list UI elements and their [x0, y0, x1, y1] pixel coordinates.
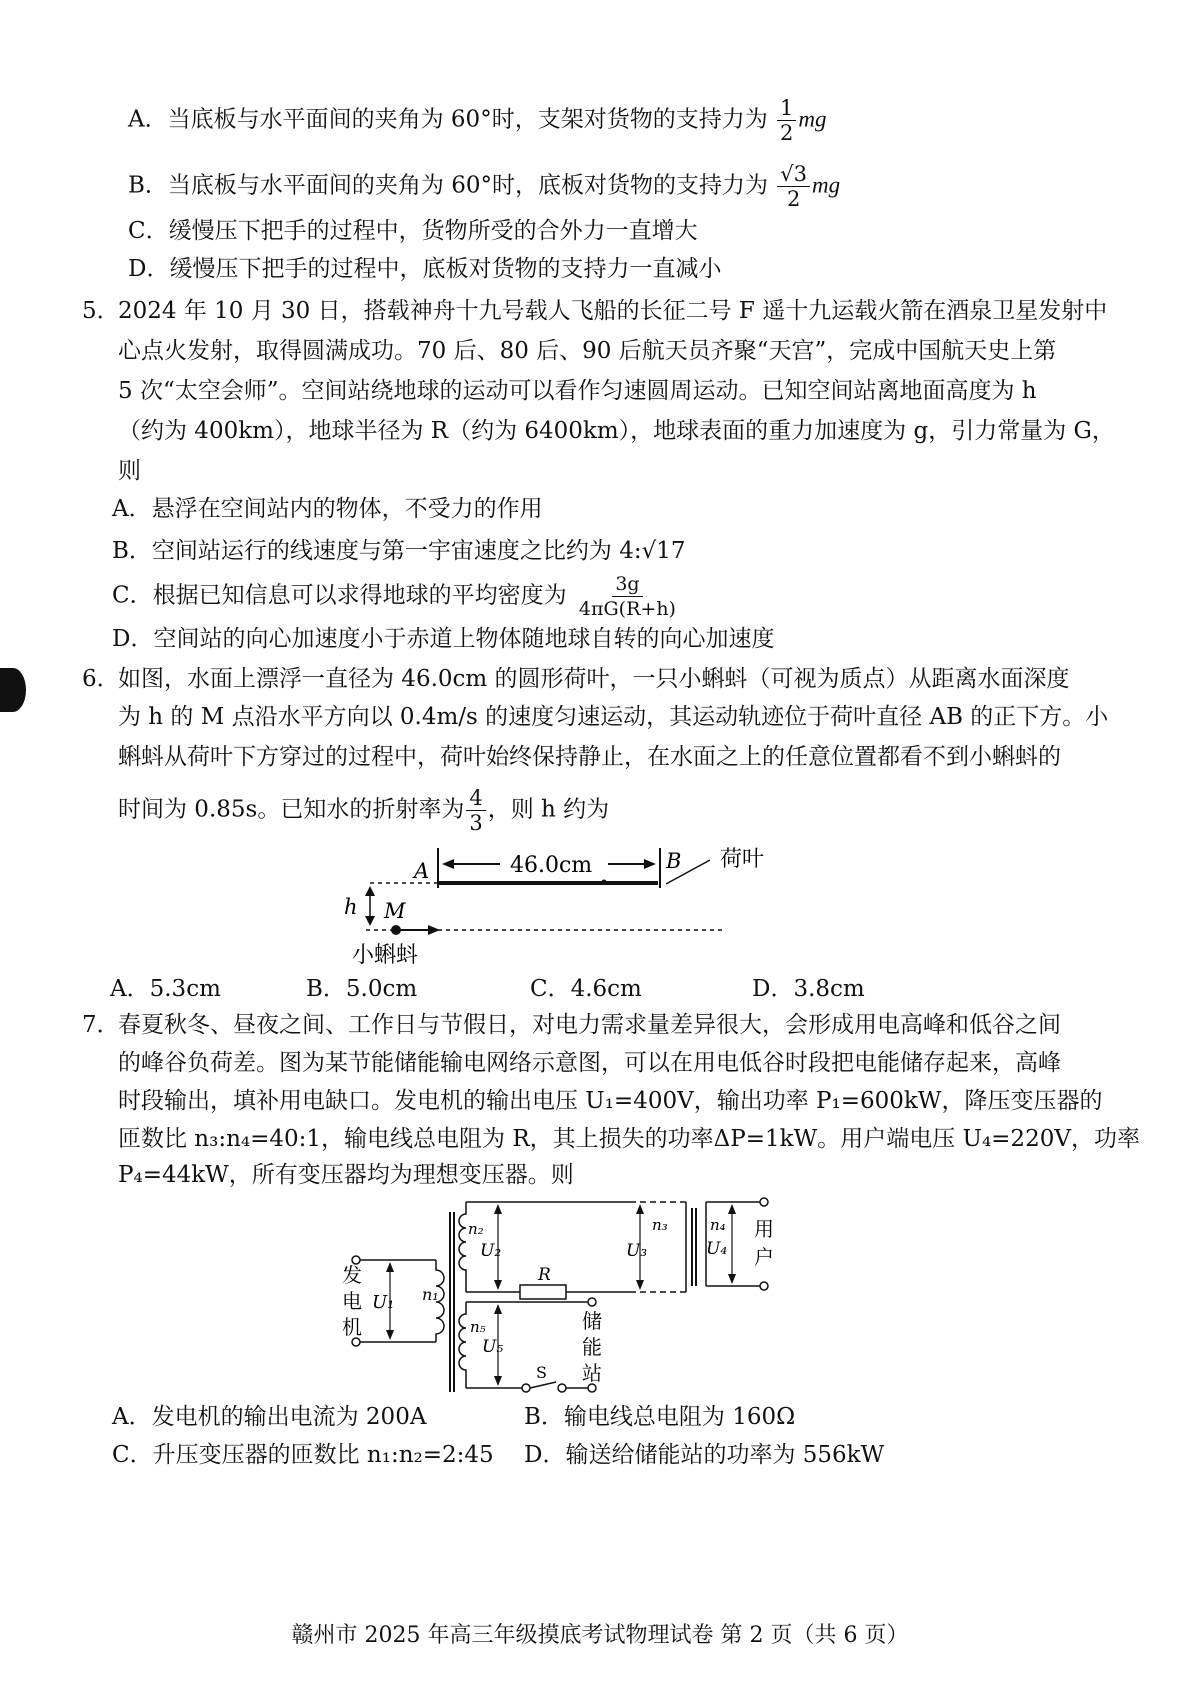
svg-text:用: 用 [754, 1217, 774, 1241]
q4-option-a: A．当底板与水平面间的夹角为 60°时，支架对货物的支持力为 $\frac{1}{2}$ mg [128, 96, 827, 145]
q5-stem-line1: 2024 年 10 月 30 日，搭载神舟十九号载人飞船的长征二号 F 遥十九运载火箭在酒泉卫星发射中 [118, 298, 1108, 324]
q5-stem-line3: 5 次“太空会师”。空间站绕地球的运动可以看作匀速圆周运动。已知空间站离地面高度为 h [118, 378, 1037, 404]
q4-option-b: B．当底板与水平面间的夹角为 60°时，底板对货物的支持力为 $\frac{√3}{2}$ mg [128, 162, 841, 211]
q5-option-d: D．空间站的向心加速度小于赤道上物体随地球自转的向心加速度 [112, 626, 775, 652]
q5-number: 5． [82, 298, 120, 324]
q7-stem-line5: P₄=44kW，所有变压器均为理想变压器。则 [118, 1162, 574, 1188]
svg-text:n₄: n₄ [710, 1216, 726, 1234]
q5-stem-line4: （约为 400km），地球半径为 R（约为 6400km），地球表面的重力加速度为 g，引力常量为 G， [118, 418, 1115, 444]
q6-option-d: D．3.8cm [752, 976, 865, 1002]
svg-text:电: 电 [342, 1289, 362, 1313]
svg-text:U₁: U₁ [372, 1292, 395, 1313]
point-m-label: M [384, 899, 406, 923]
q7-stem-line4: 匝数比 n₃:n₄=40:1，输电线总电阻为 R，其上损失的功率ΔP=1kW。用户端电压 U₄=220V，功率 [118, 1126, 1140, 1152]
power-network-circuit [330, 1192, 800, 1402]
q4-option-c: C．缓慢压下把手的过程中，货物所受的合外力一直增大 [128, 218, 698, 244]
q6-stem-line2: 为 h 的 M 点沿水平方向以 0.4m/s 的速度匀速运动，其运动轨迹位于荷叶直径 AB 的正下方。小 [118, 704, 1109, 730]
point-b-label: B [666, 849, 682, 873]
q7-stem-line2: 的峰谷负荷差。图为某节能储能输电网络示意图，可以在用电低谷时段把电能储存起来，高峰 [118, 1050, 1061, 1076]
q5-option-c: C．根据已知信息可以求得地球的平均密度为 $\frac{3g}{4\pi G(R+h)}$ [112, 572, 681, 621]
fraction: $\frac{1}{2}$ [777, 96, 796, 145]
q6-stem-line3: 蝌蚪从荷叶下方穿过的过程中，荷叶始终保持静止，在水面之上的任意位置都看不到小蝌蚪的 [118, 744, 1061, 770]
depth-h-label: h [344, 895, 358, 919]
q5-stem-line5: 则 [118, 458, 141, 484]
tadpole-label: 小蝌蚪 [352, 943, 419, 968]
svg-text:U₂: U₂ [480, 1241, 502, 1261]
fraction: $\frac{√3}{2}$ [777, 162, 810, 211]
q7-option-b: B．输电线总电阻为 160Ω [524, 1404, 796, 1430]
svg-text:R: R [538, 1265, 551, 1285]
fraction: $\frac{3g}{4\pi G(R+h)}$ [578, 573, 676, 620]
svg-text:U₅: U₅ [482, 1337, 504, 1357]
q6-stem-line1: 如图，水面上漂浮一直径为 46.0cm 的圆形荷叶，一只小蝌蚪（可视为质点）从距离水面深度 [118, 666, 1070, 692]
dimension-label: 46.0cm [510, 853, 593, 878]
scan-edge-mark [0, 668, 26, 712]
q7-stem-line1: 春夏秋冬、昼夜之间、工作日与节假日，对电力需求量差异很大，会形成用电高峰和低谷之间 [118, 1012, 1061, 1038]
q6-option-a: A．5.3cm [110, 976, 221, 1002]
svg-text:n₃: n₃ [652, 1216, 668, 1234]
svg-text:储: 储 [582, 1309, 602, 1333]
svg-text:机: 机 [342, 1315, 362, 1339]
q5-stem-line2: 心点火发射，取得圆满成功。70 后、80 后、90 后航天员齐聚“天宫”，完成中国航天史上第 [118, 338, 1057, 364]
q6-option-c: C．4.6cm [530, 976, 642, 1002]
svg-text:户: 户 [754, 1245, 774, 1269]
svg-text:S: S [536, 1363, 547, 1382]
svg-text:U₄: U₄ [706, 1239, 728, 1259]
svg-text:能: 能 [582, 1335, 602, 1359]
point-a-label: A [414, 859, 430, 883]
fraction: $\frac{4}{3}$ [466, 786, 485, 835]
svg-text:站: 站 [582, 1361, 602, 1385]
q7-option-a: A．发电机的输出电流为 200A [112, 1404, 427, 1430]
q4-option-a-text: A．当底板与水平面间的夹角为 60°时，支架对货物的支持力为 [128, 106, 768, 133]
svg-text:n₅: n₅ [470, 1318, 486, 1336]
svg-text:n₂: n₂ [468, 1220, 484, 1238]
lotus-leaf-figure [330, 836, 810, 986]
leaf-label: 荷叶 [720, 847, 765, 872]
q7-option-c: C．升压变压器的匝数比 n₁:n₂=2:45 [112, 1442, 494, 1468]
svg-text:U₃: U₃ [626, 1241, 648, 1261]
q7-stem-line3: 时段输出，填补用电缺口。发电机的输出电压 U₁=400V，输出功率 P₁=600kW，降压变压器的 [118, 1088, 1103, 1114]
page-footer: 赣州市 2025 年高三年级摸底考试物理试卷 第 2 页（共 6 页） [291, 1623, 909, 1648]
q4-option-b-text: B．当底板与水平面间的夹角为 60°时，底板对货物的支持力为 [128, 172, 768, 199]
svg-text:发: 发 [342, 1263, 362, 1287]
q6-stem-line4: 时间为 0.85s。已知水的折射率为 $\frac{4}{3}$ ，则 h 约为 [118, 786, 610, 835]
q4-option-d: D．缓慢压下把手的过程中，底板对货物的支持力一直减小 [128, 256, 722, 282]
svg-text:n₁: n₁ [422, 1285, 439, 1304]
q6-number: 6． [82, 666, 120, 692]
q5-option-b: B．空间站运行的线速度与第一宇宙速度之比约为 4:√17 [112, 538, 686, 564]
q7-option-d: D．输送给储能站的功率为 556kW [524, 1442, 885, 1468]
q6-option-b: B．5.0cm [306, 976, 418, 1002]
q7-number: 7． [82, 1012, 120, 1038]
q5-option-a: A．悬浮在空间站内的物体，不受力的作用 [112, 496, 543, 522]
